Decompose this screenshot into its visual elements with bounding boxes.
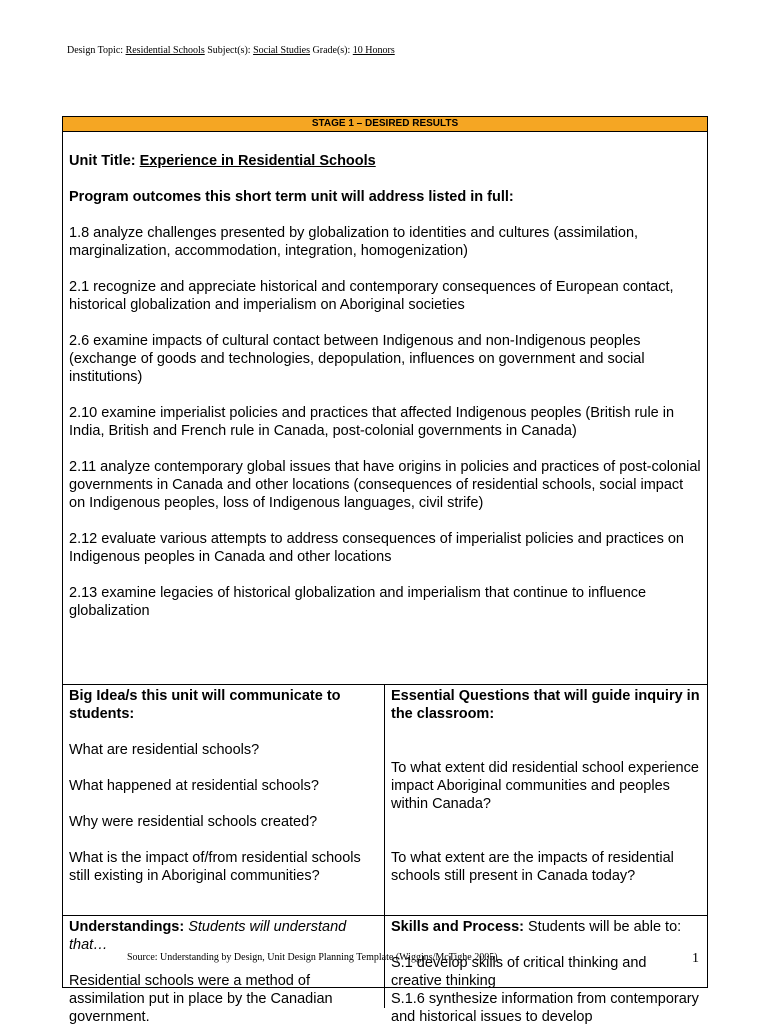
skills-heading: Skills and Process: <box>391 919 524 935</box>
essential-questions-heading: Essential Questions that will guide inquiry in the classroom: <box>391 688 700 722</box>
outcome-item: 2.11 analyze contemporary global issues that have origins in policies and practices of post-colonial governments in Canada and other locations (consequences of residential schools, social impact on Indigenous peoples, loss of Indigenous languages, civil strife) <box>69 459 701 511</box>
essential-question-item: To what extent are the impacts of residential schools still present in Canada today? <box>391 850 674 884</box>
big-idea-item: What happened at residential schools? <box>69 778 319 794</box>
big-ideas-cell <box>63 685 385 915</box>
unit-title-value: Experience in Residential Schools <box>139 153 376 169</box>
outcome-item: 2.12 evaluate various attempts to address consequences of imperialist policies and practices on Indigenous peoples in Canada and other locations <box>69 531 684 565</box>
unit-title-label: Unit Title: <box>69 153 140 169</box>
stage1-section <box>63 152 707 685</box>
source-footer: Source: Understanding by Design, Unit Design Planning Template (Wiggins/McTighe 2005) <box>127 952 498 963</box>
outcome-item: 2.10 examine imperialist policies and practices that affected Indigenous peoples (British rule in India, British and French rule in Canada, post-colonial governments in Canada) <box>69 405 675 439</box>
page-number: 1 <box>692 951 699 966</box>
big-ideas-heading: Big Idea/s this unit will communicate to students: <box>69 688 341 722</box>
skill-item: S.1.6 synthesize information from contemporary and historical issues to develop <box>391 991 699 1025</box>
outcomes-heading: Program outcomes this short term unit will address listed in full: <box>69 189 514 205</box>
grades-label: Grade(s): <box>310 45 353 56</box>
unit-plan-table <box>62 116 708 1025</box>
outcome-item: 2.6 examine impacts of cultural contact between Indigenous and non-Indigenous peoples (exchange of goods and technologies, depopulation, influences on government and social institutions) <box>69 333 645 385</box>
stage-banner: STAGE 1 – DESIRED RESULTS <box>63 117 707 132</box>
understandings-intro-text: Students will understand that… <box>69 919 347 953</box>
document-header <box>67 45 395 56</box>
design-topic-value: Residential Schools <box>125 45 205 56</box>
skills-intro <box>391 918 701 936</box>
big-idea-item: What are residential schools? <box>69 742 260 758</box>
skills-intro-text: Students will be able to: <box>523 919 682 935</box>
skill-item: S.1 develop skills of critical thinking and creative thinking <box>391 955 647 989</box>
outcome-item: 1.8 analyze challenges presented by globalization to identities and cultures (assimilation, marginalization, accommodation, integration, homogenization) <box>69 225 639 259</box>
understanding-item: Residential schools were a method of assimilation put in place by the Canadian government. <box>69 973 333 1025</box>
understandings-intro <box>69 918 378 954</box>
grades-value: 10 Honors <box>352 45 395 56</box>
big-idea-item: What is the impact of/from residential schools still existing in Aboriginal communities? <box>69 850 361 884</box>
subjects-label: Subject(s): <box>204 45 254 56</box>
essential-question-item: To what extent did residential school experience impact Aboriginal communities and peoples within Canada? <box>391 760 699 812</box>
design-topic-label: Design Topic: <box>67 45 126 56</box>
unit-title <box>69 152 701 170</box>
outcome-item: 2.1 recognize and appreciate historical and contemporary consequences of European contact, historical globalization and imperialism on Aboriginal societies <box>69 279 674 313</box>
big-ideas-row <box>63 685 707 916</box>
subjects-value: Social Studies <box>253 45 311 56</box>
understandings-heading: Understandings: <box>69 919 185 935</box>
essential-questions-cell <box>385 685 707 915</box>
big-idea-item: Why were residential schools created? <box>69 814 318 830</box>
outcome-item: 2.13 examine legacies of historical globalization and imperialism that continue to influence globalization <box>69 585 647 619</box>
